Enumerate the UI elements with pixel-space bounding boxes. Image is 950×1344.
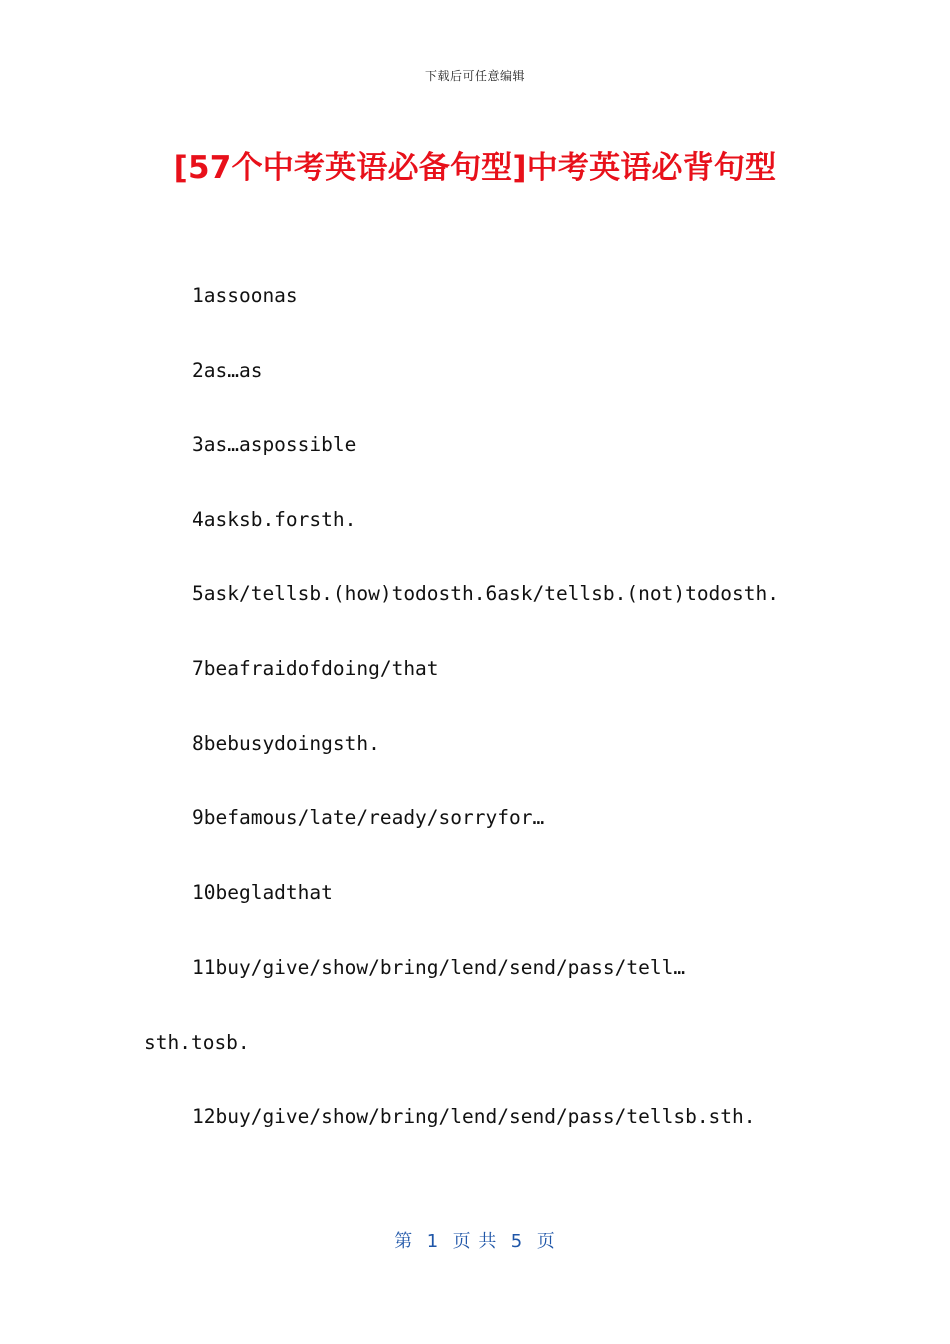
header-note: 下载后可任意编辑 [424,69,525,83]
sentence-pattern-line: 11buy/give/show/bring/lend/send/pass/tell… [192,956,686,979]
sentence-pattern-line: 2as…as [192,359,263,382]
page-number-footer: 第 1 页 共 5 页 [394,1231,556,1252]
sentence-pattern-line: 4asksb.forsth. [192,508,357,531]
sentence-pattern-line: 3as…aspossible [192,433,357,456]
sentence-pattern-line: 12buy/give/show/bring/lend/send/pass/tellsb.sth. [192,1105,756,1128]
sentence-pattern-line: 5ask/tellsb.(how)todosth.6ask/tellsb.(not)todosth. [192,582,779,605]
sentence-pattern-line: 8bebusydoingsth. [192,732,380,755]
sentence-pattern-line: 1assoonas [192,284,298,307]
sentence-pattern-line-continuation: sth.tosb. [144,1031,250,1054]
sentence-pattern-line: 7beafraidofdoing/that [192,657,439,680]
sentence-pattern-line: 10begladthat [192,881,333,904]
document-title: [57个中考英语必备句型]中考英语必背句型 [173,150,777,186]
sentence-pattern-line: 9befamous/late/ready/sorryfor… [192,806,545,829]
